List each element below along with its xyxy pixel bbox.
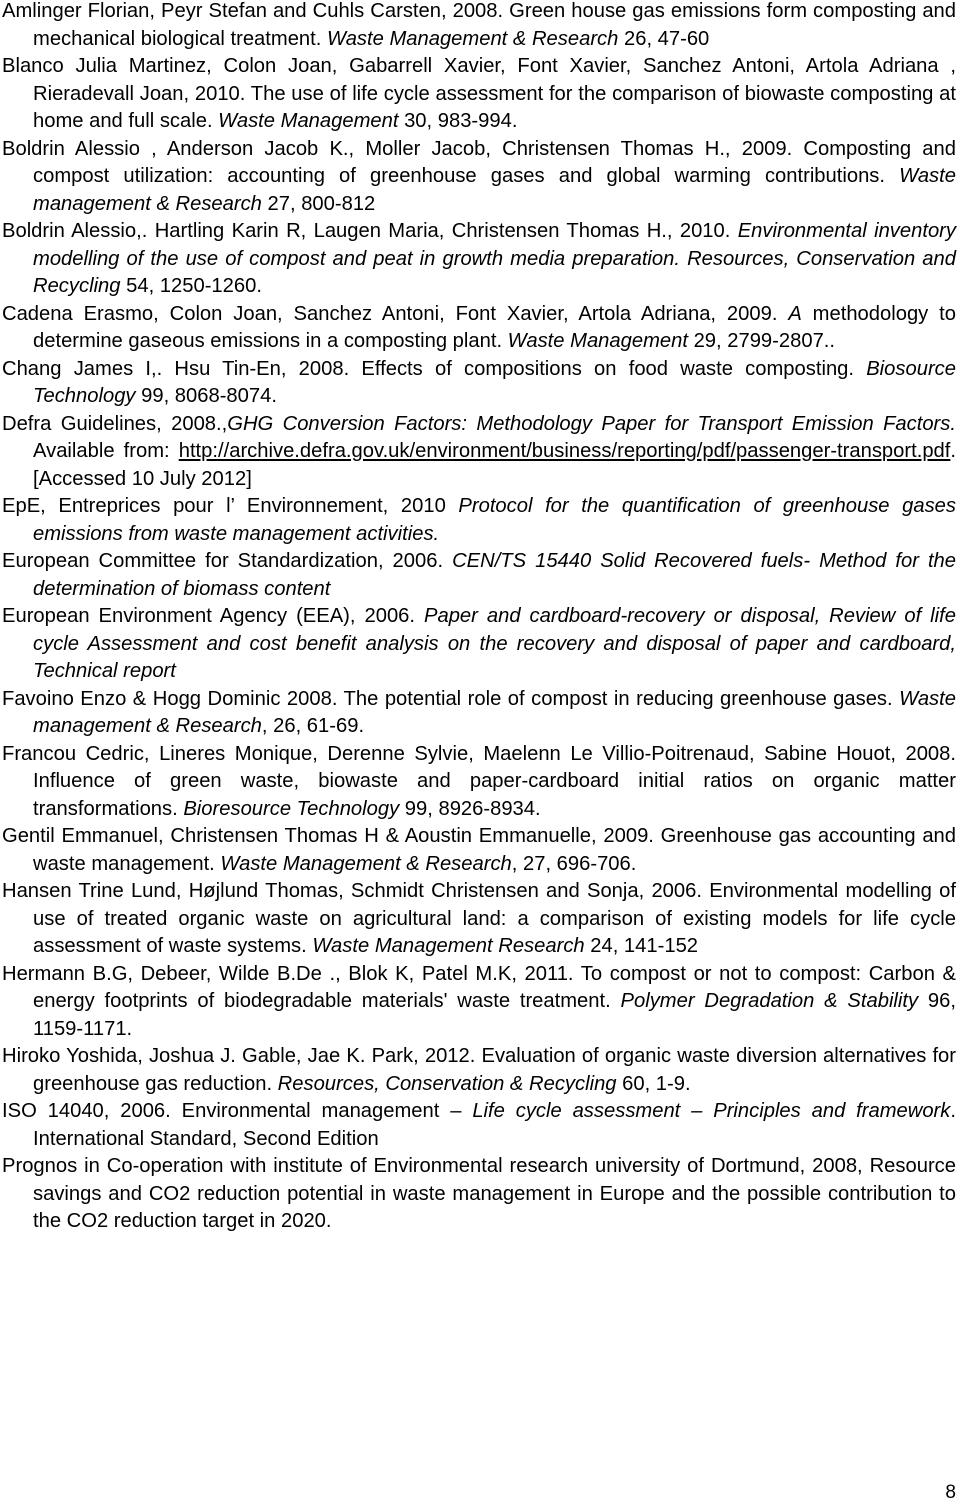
reference-text: 54, 1250-1260. xyxy=(120,275,262,297)
reference-entry xyxy=(2,356,956,411)
reference-text: Available from: xyxy=(33,440,179,462)
reference-text: 96, 1159-1171. xyxy=(33,990,956,1040)
reference-entry xyxy=(2,1043,956,1098)
reference-entry xyxy=(2,686,956,741)
reference-text: methodology to determine gaseous emissions in a composting plant. xyxy=(33,302,956,352)
reference-italic-text: GHG Conversion Factors: Methodology Paper for Transport Emission Factors. xyxy=(227,412,956,435)
reference-text: , 26, 61-69. xyxy=(261,715,365,737)
reference-italic-text: Waste Management xyxy=(507,330,688,352)
reference-text: Francou Cedric, Lineres Monique, Derenne Sylvie, Maelenn Le Villio-Poitrenaud, Sabine Houot, 2008. Influence of green waste, biowaste and paper-cardboard initial ratios on organic matter transformations. xyxy=(2,742,956,820)
reference-text: Hiroko Yoshida, Joshua J. Gable, Jae K. Park, 2012. Evaluation of organic waste diversion alternatives for greenhouse gas reduction. xyxy=(2,1045,956,1095)
reference-entry xyxy=(2,0,956,53)
reference-text: EpE, Entreprices pour l’ Environnement, 2010 xyxy=(2,495,459,517)
reference-text: ISO 14040, 2006. Environmental management – xyxy=(2,1100,473,1122)
reference-italic-text: Waste Management Research xyxy=(312,935,585,957)
reference-italic-text: Protocol for the quantification of greenhouse gases emissions from waste management activities. xyxy=(33,495,956,545)
reference-text: European Environment Agency (EEA), 2006. xyxy=(2,605,425,627)
reference-entry xyxy=(2,603,956,686)
reference-italic-text: Waste Management & Research xyxy=(220,852,512,875)
reference-entry xyxy=(2,53,956,136)
reference-entry xyxy=(2,493,956,548)
reference-entry xyxy=(2,301,956,356)
reference-text: . [Accessed 10 July 2012] xyxy=(33,440,956,490)
reference-text: Prognos in Co-operation with institute of Environmental research university of Dortmund, 2008, Resource savings and CO2 reduction potential in waste management in Europe and the possible contribution to the CO2 reduction target in 2020. xyxy=(2,1155,956,1232)
reference-italic-text: Environmental inventory modelling of the use of compost and peat in growth media preparation. Resources, Conservation and Recycling xyxy=(33,220,956,297)
reference-text: Chang James I,. Hsu Tin-En, 2008. Effects of compositions on food waste composting. xyxy=(2,357,867,380)
reference-italic-text: Biosource Technology xyxy=(33,357,956,407)
reference-text: 99, 8068-8074. xyxy=(135,385,277,407)
reference-text: Gentil Emmanuel, Christensen Thomas H & Aoustin Emmanuelle, 2009. Greenhouse gas accounting and waste management. xyxy=(2,825,956,875)
reference-text: Hansen Trine Lund, Højlund Thomas, Schmidt Christensen and Sonja, 2006. Environmental modelling of use of treated organic waste on agricultural land: a comparison of existing models for life cycle assessment of waste systems. xyxy=(2,880,956,957)
reference-entry xyxy=(2,411,956,494)
reference-italic-text: Waste Management & Research xyxy=(327,27,619,50)
reference-text: . International Standard, Second Edition xyxy=(33,1100,956,1150)
reference-entry xyxy=(2,961,956,1044)
reference-text: 29, 2799-2807.. xyxy=(687,330,836,352)
reference-text: 27, 800-812 xyxy=(261,192,376,215)
reference-link[interactable]: http://archive.defra.gov.uk/environment/business/reporting/pdf/passenger-transport.pdf xyxy=(178,440,951,462)
reference-entry xyxy=(2,136,956,219)
reference-text: Boldrin Alessio,. Hartling Karin R, Laugen Maria, Christensen Thomas H., 2010. xyxy=(2,220,738,242)
reference-text: 60, 1-9. xyxy=(616,1072,691,1095)
reference-entry xyxy=(2,878,956,961)
reference-entry xyxy=(2,1153,956,1236)
reference-text: Cadena Erasmo, Colon Joan, Sanchez Antoni, Font Xavier, Artola Adriana, 2009. xyxy=(2,302,789,325)
reference-italic-text: Life cycle assessment – Principles and framework xyxy=(472,1100,951,1122)
reference-text: 99, 8926-8934. xyxy=(399,797,541,820)
reference-text: Defra Guidelines, 2008., xyxy=(2,412,228,435)
reference-italic-text: Waste management & Research xyxy=(33,165,956,215)
reference-text: Favoino Enzo & Hogg Dominic 2008. The potential role of compost in reducing greenhouse gases. xyxy=(2,687,900,710)
reference-text: , 27, 696-706. xyxy=(511,852,637,875)
reference-italic-text: Waste management & Research xyxy=(33,687,956,737)
reference-text: Hermann B.G, Debeer, Wilde B.De ., Blok K, Patel M.K, 2011. To compost or not to compost: Carbon & energy footprints of biodegradable materials' waste treatment. xyxy=(2,962,956,1012)
reference-italic-text: Paper and cardboard-recovery or disposal, Review of life cycle Assessment and cost benefit analysis on the recovery and disposal of paper and cardboard, Technical report xyxy=(33,605,956,682)
reference-text: Blanco Julia Martinez, Colon Joan, Gabarrell Xavier, Font Xavier, Sanchez Antoni, Artola Adriana , Rieradevall Joan, 2010. The use of life cycle assessment for the comparison of biowaste composting at home and full scale. xyxy=(2,55,956,132)
reference-italic-text: Resources, Conservation & Recycling xyxy=(277,1072,617,1095)
reference-entry xyxy=(2,218,956,301)
reference-text: Boldrin Alessio , Anderson Jacob K., Moller Jacob, Christensen Thomas H., 2009. Composting and compost utilization: accounting of greenhouse gases and global warming contributions. xyxy=(2,137,956,187)
reference-text: 24, 141-152 xyxy=(584,935,699,957)
reference-italic-text: CEN/TS 15440 Solid Recovered fuels- Method for the determination of biomass content xyxy=(33,550,957,600)
reference-list xyxy=(2,0,956,1236)
reference-italic-text: Bioresource Technology xyxy=(183,797,400,820)
reference-entry xyxy=(2,548,956,603)
reference-entry xyxy=(2,823,956,878)
reference-entry xyxy=(2,741,956,824)
reference-text: 30, 983-994. xyxy=(398,110,518,132)
reference-text: European Committee for Standardization, 2006. xyxy=(2,550,453,572)
page-number: 8 xyxy=(945,1482,956,1503)
reference-italic-text: Polymer Degradation & Stability xyxy=(620,990,919,1012)
reference-entry xyxy=(2,1098,956,1153)
reference-italic-text: A xyxy=(788,302,802,325)
reference-italic-text: Waste Management xyxy=(218,110,399,132)
reference-text: Amlinger Florian, Peyr Stefan and Cuhls Carsten, 2008. Green house gas emissions form composting and mechanical biological treatment. xyxy=(2,0,956,50)
reference-text: 26, 47-60 xyxy=(618,27,710,50)
